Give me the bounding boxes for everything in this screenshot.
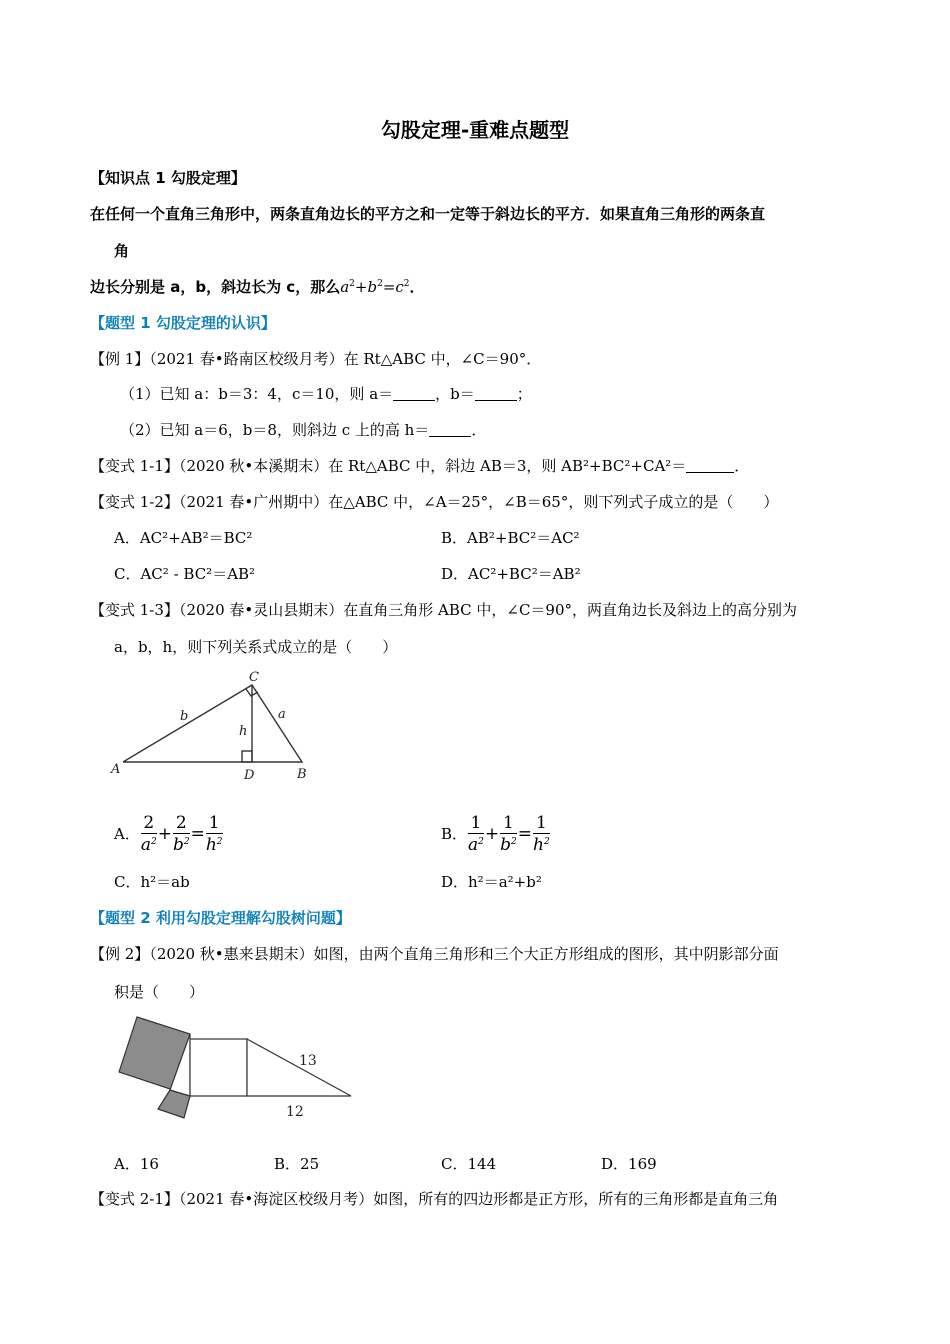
- knowledge-line-2: 角: [114, 242, 130, 260]
- knowledge-line-3-text: 边长分别是 a，b，斜边长为 c，那么: [90, 278, 341, 296]
- vertex-label-d: D: [244, 768, 255, 783]
- example-1-q2: [120, 420, 486, 440]
- example-1-q1: [120, 384, 532, 404]
- variant-1-2-source: （2021 春•广州期中）: [178, 493, 329, 511]
- vertex-label-a: A: [111, 762, 121, 777]
- variant-1-3-label: 【变式 1-3】: [90, 601, 179, 619]
- fraction: $\frac{2}{b^2}$: [172, 812, 190, 855]
- hypotenuse-label: 13: [299, 1053, 317, 1069]
- fraction: $\frac{1}{h^2}$: [205, 812, 223, 855]
- type2-header: 【题型 2 利用勾股定理解勾股树问题】: [90, 909, 351, 927]
- knowledge-line-3: 边长分别是 a，b，斜边长为 c，那么$a^2+b^2=c^2$．: [90, 278, 425, 296]
- option-d: D．AC²+BC²＝AB²: [441, 565, 581, 583]
- vertex-label-c: C: [249, 670, 259, 685]
- right-triangle-figure: [105, 665, 320, 790]
- triangle-outline: [123, 685, 302, 762]
- variant-2-1-source: （2021 春•海淀区校级月考）: [178, 1190, 374, 1208]
- option-b: B．AB²+BC²＝AC²: [441, 529, 580, 547]
- example-1-q1-text-b: ，b＝: [435, 385, 475, 403]
- example-1: [90, 349, 541, 369]
- fraction: $\frac{1}{h^2}$: [533, 812, 550, 855]
- variant-1-3-text: 在直角三角形 ABC 中，∠C＝90°，两直角边长及斜边上的高分别为: [343, 601, 798, 619]
- variant-1-2-label: 【变式 1-2】: [90, 493, 179, 511]
- option-d-formula: D．h²＝a²+b²: [441, 873, 542, 891]
- variant-1-2-text: 在△ABC 中，∠A＝25°，∠B＝65°，则下列式子成立的是（ ）: [328, 493, 779, 511]
- option-a: A．16: [114, 1155, 159, 1173]
- answer-blank: [475, 386, 517, 401]
- option-c: C．144: [441, 1155, 497, 1173]
- option-a: A．AC²+AB²＝BC²: [114, 529, 253, 547]
- answer-blank: [393, 386, 435, 401]
- variant-2-1: [90, 1189, 778, 1209]
- example-1-q2-end: ．: [471, 421, 487, 439]
- example-2: [90, 944, 779, 964]
- page-title: 勾股定理-重难点题型: [380, 118, 570, 142]
- example-2-source: （2020 秋•惠来县期末）: [149, 945, 314, 963]
- knowledge-line-1: 在任何一个直角三角形中，两条直角边长的平方之和一定等于斜边长的平方．如果直角三角形的两条直: [90, 205, 766, 223]
- example-1-source: （2021 春•路南区校级月考）: [149, 350, 344, 368]
- option-c: C．AC² - BC²＝AB²: [114, 565, 256, 583]
- example-1-q1-text-c: ；: [516, 385, 532, 403]
- fraction: $\frac{2}{a^2}$: [140, 812, 157, 855]
- variant-1-3-text-2: a，b，h，则下列关系式成立的是（ ）: [114, 638, 398, 656]
- variant-1-3-source: （2020 春•灵山县期末）: [178, 601, 344, 619]
- option-b-label: B．: [441, 825, 468, 843]
- variant-2-1-label: 【变式 2-1】: [90, 1190, 179, 1208]
- right-angle-mark-d: [242, 751, 252, 762]
- option-c-formula: C．h²＝ab: [114, 873, 190, 891]
- example-1-label: 【例 1】: [90, 350, 150, 368]
- altitude-label-h: h: [239, 724, 248, 739]
- answer-blank: [686, 458, 734, 473]
- variant-1-3: [90, 600, 797, 620]
- variant-1-1-label: 【变式 1-1】: [90, 457, 179, 475]
- example-2-text-2: 积是（ ）: [114, 983, 205, 1001]
- option-b: B．25: [274, 1155, 320, 1173]
- fraction: $\frac{1}{b^2}$: [500, 812, 517, 855]
- option-b-fraction: B． $\frac{1}{a^2}$ + $\frac{1}{b^2}$ = $\frac{1}{h^2}$: [441, 812, 550, 855]
- middle-square: [190, 1039, 247, 1096]
- pythagoras-tree-figure: [110, 1010, 360, 1125]
- knowledge-header: 【知识点 1 勾股定理】: [90, 169, 246, 187]
- example-1-text: 在 Rt△ABC 中，∠C＝90°．: [343, 350, 542, 368]
- base-label: 12: [286, 1104, 304, 1120]
- option-a-fraction: A． $\frac{2}{a^2}$ + $\frac{2}{b^2}$ = $\frac{1}{h^2}$: [114, 812, 223, 855]
- example-1-q2-text: （2）已知 a＝6，b＝8，则斜边 c 上的高 h＝: [120, 421, 430, 439]
- answer-blank: [429, 422, 471, 437]
- side-label-a: a: [278, 707, 286, 722]
- example-2-text: 如图，由两个直角三角形和三个大正方形组成的图形，其中阴影部分面: [313, 945, 779, 963]
- type1-header: 【题型 1 勾股定理的认识】: [90, 314, 276, 332]
- option-d: D．169: [601, 1155, 657, 1173]
- example-1-q1-text: （1）已知 a：b＝3：4，c＝10，则 a＝: [120, 385, 394, 403]
- variant-2-1-text: 如图，所有的四边形都是正方形，所有的三角形都是直角三角: [373, 1190, 779, 1208]
- variant-1-1-end: ．: [734, 457, 750, 475]
- option-a-label: A．: [114, 825, 140, 843]
- variant-1-1-text: 在 Rt△ABC 中，斜边 AB＝3，则 AB²+BC²+CA²＝: [328, 457, 687, 475]
- fraction: $\frac{1}{a^2}$: [468, 812, 484, 855]
- example-2-label: 【例 2】: [90, 945, 150, 963]
- vertex-label-b: B: [297, 767, 307, 782]
- side-label-b: b: [180, 709, 189, 724]
- pythagorean-formula: $a^2+b^2=c^2$: [340, 278, 410, 296]
- variant-1-1-source: （2020 秋•本溪期末）: [178, 457, 329, 475]
- variant-1-1: [90, 456, 749, 476]
- variant-1-2: [90, 492, 778, 512]
